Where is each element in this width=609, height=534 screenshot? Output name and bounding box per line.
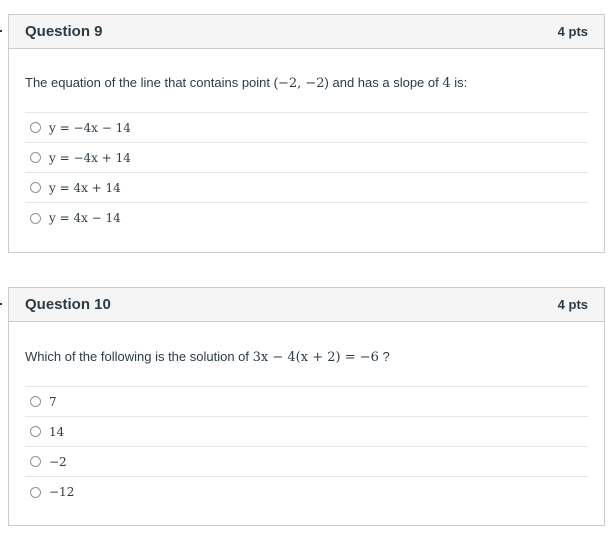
question-header bbox=[9, 288, 604, 322]
question-prompt bbox=[25, 348, 588, 367]
prompt-text: ) and has a slope of bbox=[324, 75, 443, 90]
answer-label[interactable]: y = −4x − 14 bbox=[49, 120, 131, 135]
question-points: 4 pts bbox=[557, 24, 588, 39]
question-10-card bbox=[8, 287, 605, 526]
answer-list bbox=[25, 386, 588, 507]
question-title: Question 10 bbox=[25, 296, 111, 313]
prompt-text: Which of the following is the solution of bbox=[25, 349, 253, 364]
question-prompt bbox=[25, 74, 588, 93]
radio-button[interactable] bbox=[30, 426, 41, 437]
answer-label[interactable]: −2 bbox=[49, 454, 67, 469]
prompt-math: 4 bbox=[442, 76, 451, 91]
prompt-text: The equation of the line that contains point ( bbox=[25, 75, 278, 90]
answer-label[interactable]: 7 bbox=[49, 394, 57, 409]
radio-button[interactable] bbox=[30, 182, 41, 193]
question-points: 4 pts bbox=[557, 297, 588, 312]
answer-list bbox=[25, 112, 588, 233]
edge-mark bbox=[0, 303, 2, 305]
answer-option[interactable] bbox=[25, 417, 588, 447]
answer-option[interactable] bbox=[25, 477, 588, 507]
answer-option[interactable] bbox=[25, 113, 588, 143]
edge-mark bbox=[0, 30, 2, 32]
question-9-card bbox=[8, 14, 605, 253]
answer-option[interactable] bbox=[25, 173, 588, 203]
question-header bbox=[9, 15, 604, 49]
answer-option[interactable] bbox=[25, 203, 588, 233]
radio-button[interactable] bbox=[30, 456, 41, 467]
question-body bbox=[9, 348, 604, 507]
answer-label[interactable]: y = 4x − 14 bbox=[49, 211, 121, 225]
answer-label[interactable]: y = −4x + 14 bbox=[49, 150, 131, 165]
radio-button[interactable] bbox=[30, 152, 41, 163]
prompt-math: −2, −2 bbox=[277, 76, 325, 91]
radio-button[interactable] bbox=[30, 213, 41, 224]
answer-option[interactable] bbox=[25, 447, 588, 477]
prompt-text: ? bbox=[378, 349, 390, 364]
answer-option[interactable] bbox=[25, 143, 588, 173]
question-title: Question 9 bbox=[25, 23, 103, 40]
question-body bbox=[9, 74, 604, 233]
answer-label[interactable]: 14 bbox=[49, 424, 65, 439]
answer-label[interactable]: −12 bbox=[49, 485, 75, 499]
answer-label[interactable]: y = 4x + 14 bbox=[49, 180, 121, 195]
prompt-math: 3x − 4(x + 2) = −6 bbox=[252, 350, 379, 365]
radio-button[interactable] bbox=[30, 122, 41, 133]
radio-button[interactable] bbox=[30, 396, 41, 407]
prompt-text: is: bbox=[450, 75, 468, 90]
radio-button[interactable] bbox=[30, 487, 41, 498]
answer-option[interactable] bbox=[25, 387, 588, 417]
